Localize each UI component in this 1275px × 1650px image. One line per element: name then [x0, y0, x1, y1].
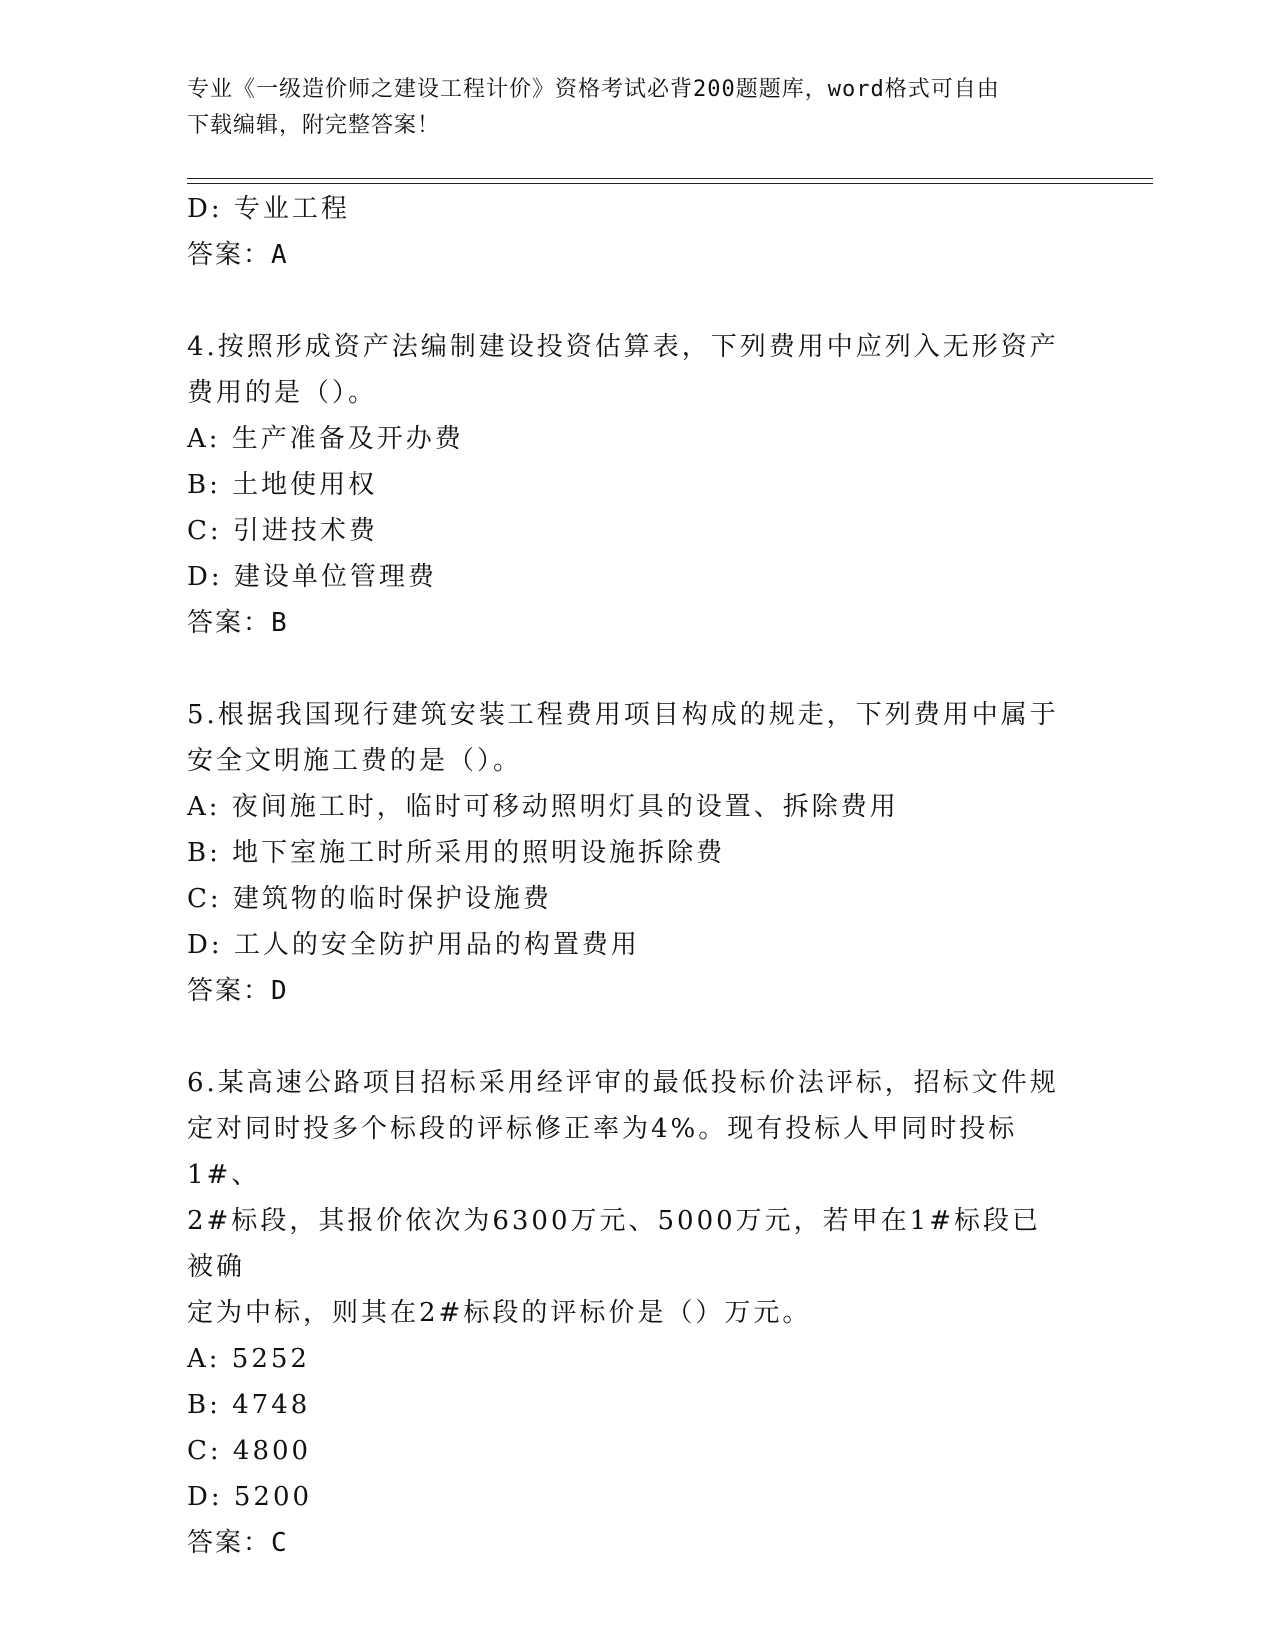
question-5-option-a: A: 夜间施工时，临时可移动照明灯具的设置、拆除费用: [187, 792, 899, 822]
question-5: [187, 692, 1067, 1014]
question-4-option-c: C: 引进技术费: [187, 516, 378, 546]
question-4-option-d: D: 建设单位管理费: [187, 562, 437, 592]
question-6-stem-line-1: 6.某高速公路项目招标采用经评审的最低投标价法评标，招标文件规: [187, 1068, 1059, 1098]
question-4-option-a: A: 生产准备及开办费: [187, 424, 464, 454]
question-5-answer: 答案：D: [187, 976, 289, 1006]
question-5-stem-line-2: 安全文明施工费的是（）。: [187, 746, 523, 776]
question-6-stem-line-3: 2#标段，其报价依次为6300万元、5000万元，若甲在1#标段已被确: [187, 1206, 1041, 1282]
question-6-answer: 答案：C: [187, 1528, 289, 1558]
header-divider-bottom: [187, 183, 1153, 184]
question-4: [187, 324, 1067, 646]
question-3-answer: 答案：A: [187, 240, 289, 270]
question-5-option-c: C: 建筑物的临时保护设施费: [187, 884, 552, 914]
spacer: [187, 278, 1067, 324]
question-3-option-d: D: 专业工程: [187, 194, 350, 224]
question-5-option-b: B: 地下室施工时所采用的照明设施拆除费: [187, 838, 726, 868]
question-5-stem-line-1: 5.根据我国现行建筑安装工程费用项目构成的规走，下列费用中属于: [187, 700, 1059, 730]
spacer: [187, 646, 1067, 692]
document-header: 专业《一级造价师之建设工程计价》资格考试必背200题题库，word格式可自由 下载编辑，附完整答案！: [187, 77, 1000, 138]
question-list: [187, 186, 1067, 1566]
question-6-stem-line-2: 定对同时投多个标段的评标修正率为4%。现有投标人甲同时投标1#、: [187, 1114, 1018, 1190]
question-6-option-d: D: 5200: [187, 1482, 313, 1512]
spacer: [187, 1014, 1067, 1060]
header-divider-top: [187, 178, 1153, 179]
question-4-option-b: B: 土地使用权: [187, 470, 378, 500]
question-3: [187, 186, 1067, 278]
question-6-option-a: A: 5252: [187, 1344, 310, 1374]
question-4-stem-line-1: 4.按照形成资产法编制建设投资估算表，下列费用中应列入无形资产: [187, 332, 1059, 362]
question-6: [187, 1060, 1067, 1566]
question-6-option-b: B: 4748: [187, 1390, 311, 1420]
question-4-answer: 答案：B: [187, 608, 289, 638]
question-6-stem-line-4: 定为中标，则其在2#标段的评标价是（）万元。: [187, 1298, 812, 1328]
question-5-option-d: D: 工人的安全防护用品的构置费用: [187, 930, 640, 960]
question-4-stem-line-2: 费用的是（）。: [187, 378, 378, 408]
question-6-option-c: C: 4800: [187, 1436, 312, 1466]
